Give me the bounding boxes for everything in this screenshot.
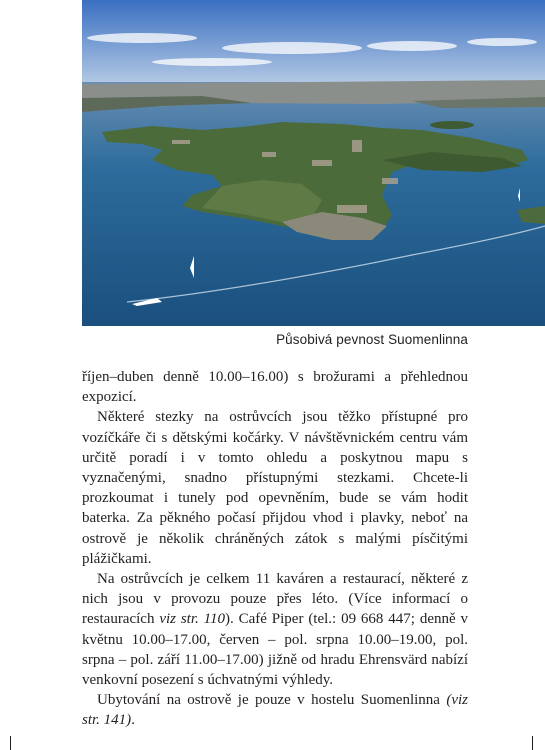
article-body (82, 367, 468, 731)
page-reference-141: (viz str. 141) (82, 692, 468, 729)
paragraph-3-text-a: Na ostrůvcích je celkem 11 kaváren a restaurací, některé z nich jsou v provozu pouze přes léto. (Více informací o restauracích (82, 571, 468, 628)
paragraph-3 (82, 569, 468, 690)
crop-mark-left (10, 736, 11, 750)
paragraph-4-text-b: . (131, 712, 135, 729)
paragraph-4-text-a: Ubytování na ostrově je pouze v hostelu Suomenlinna (97, 692, 447, 709)
suomenlinna-aerial-photo (82, 0, 545, 326)
page-reference-110: viz str. 110 (159, 611, 226, 628)
crop-mark-right (532, 736, 533, 750)
photo-caption: Působivá pevnost Suomenlinna (276, 332, 468, 347)
paragraph-4 (82, 690, 468, 730)
paragraph-3-text-b: ). Café Piper (tel.: 09 668 447; denně v květnu 10.00–17.00, červen – pol. srpna 10.00–19.00, pol. srpna – pol. září 11.00–17.00) jižně od hradu Ehrensvärd nabízí venkovní posezení s úchvatnými výhledy. (82, 611, 468, 689)
paragraph-2: Některé stezky na ostrůvcích jsou těžko přístupné pro vozíčkáře či s dětskými kočárky. V návštěvnickém centru vám určitě poradí i v tomto ohledu a poskytnou mapu s vyznačenými, snadno přístupnými stezkami. Chcete-li prozkoumat i tunely pod opevněním, bude se vám hodit baterka. Za pěkného počasí přijdou vhod i plavky, neboť na ostrově je několik chráněných zátok s malými písčitými plážičkami. (82, 409, 468, 567)
paragraph-1: říjen–duben denně 10.00–16.00) s brožurami a přehlednou expozicí. (82, 369, 468, 406)
